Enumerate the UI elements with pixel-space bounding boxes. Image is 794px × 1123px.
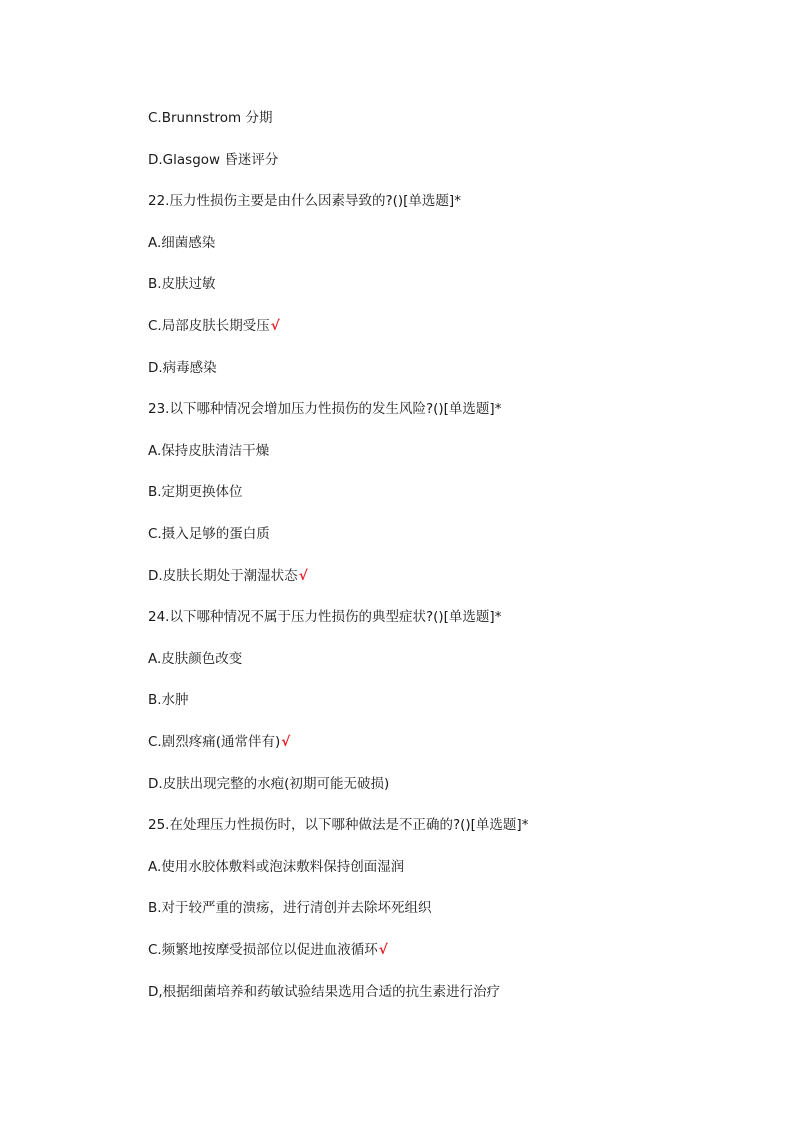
option-line: [148, 691, 190, 709]
option-line: [148, 899, 433, 917]
line-text: D.病毒感染: [148, 360, 217, 376]
option-line: [148, 275, 217, 293]
option-line: [148, 525, 271, 543]
line-text: C.摄入足够的蛋白质: [148, 526, 270, 542]
correct-check-mark: √: [378, 942, 388, 958]
line-text: A.细菌感染: [148, 235, 216, 251]
line-text: C.局部皮肤长期受压: [148, 318, 270, 334]
line-text: A.使用水胶体敷料或泡沫敷料保持创面湿润: [148, 859, 405, 875]
question-line: [148, 608, 502, 626]
question-line: [148, 192, 462, 210]
option-line: [148, 359, 218, 377]
option-line: [148, 733, 290, 751]
line-text: D,根据细菌培养和药敏试验结果选用合适的抗生素进行治疗: [148, 984, 501, 1000]
option-line: [148, 234, 216, 252]
line-text: C.剧烈疼痛(通常伴有): [148, 734, 281, 750]
question-line: [148, 400, 502, 418]
line-text: 24.以下哪种情况不属于压力性损伤的典型症状?()[单选题]*: [148, 609, 502, 625]
line-text: D.皮肤出现完整的水疱(初期可能无破损): [148, 776, 390, 792]
option-line: [148, 650, 243, 668]
option-line: [148, 317, 280, 335]
option-line: [148, 983, 501, 1001]
option-line: [148, 109, 273, 127]
line-text: D.Glasgow 昏迷评分: [148, 152, 279, 168]
option-line: [148, 775, 390, 793]
line-text: A.皮肤颜色改变: [148, 651, 243, 667]
line-text: B.皮肤过敏: [148, 276, 216, 292]
correct-check-mark: √: [281, 734, 291, 750]
line-text: B.对于较严重的溃疡，进行清创并去除坏死组织: [148, 900, 432, 916]
option-line: [148, 941, 388, 959]
line-text: 25.在处理压力性损伤时，以下哪种做法是不正确的?()[单选题]*: [148, 817, 529, 833]
option-line: [148, 858, 405, 876]
line-text: 22.压力性损伤主要是由什么因素导致的?()[单选题]*: [148, 193, 461, 209]
line-text: A.保持皮肤清洁干燥: [148, 443, 270, 459]
correct-check-mark: √: [298, 568, 308, 584]
line-text: C.频繁地按摩受损部位以促进血液循环: [148, 942, 378, 958]
line-text: B.水肿: [148, 692, 189, 708]
line-text: D.皮肤长期处于潮湿状态: [148, 568, 298, 584]
option-line: [148, 151, 279, 169]
line-text: B.定期更换体位: [148, 484, 243, 500]
option-line: [148, 567, 308, 585]
option-line: [148, 442, 270, 460]
question-line: [148, 816, 529, 834]
correct-check-mark: √: [270, 318, 280, 334]
line-text: C.Brunnstrom 分期: [148, 110, 273, 126]
line-text: 23.以下哪种情况会增加压力性损伤的发生风险?()[单选题]*: [148, 401, 502, 417]
option-line: [148, 483, 244, 501]
